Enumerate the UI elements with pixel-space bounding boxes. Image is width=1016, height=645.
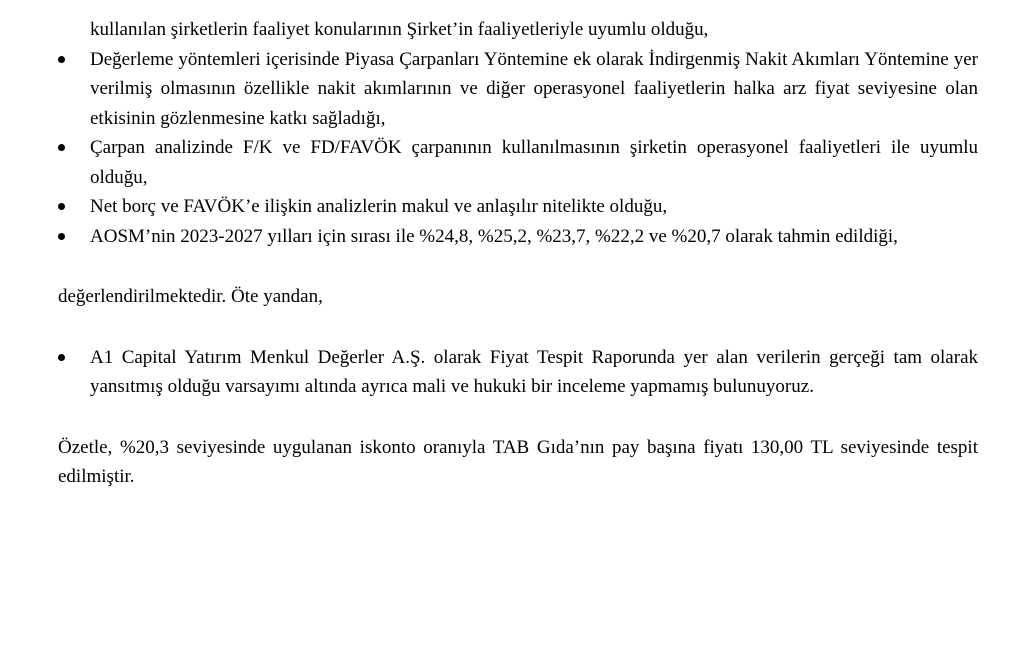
- list-item: [58, 45, 978, 134]
- summary-paragraph: Özetle, %20,3 seviyesinde uygulanan iskonto oranıyla TAB Gıda’nın pay başına fiyatı 130,00 TL seviyesinde tespit edilmiştir.: [58, 436, 978, 487]
- bullet-icon: [58, 144, 65, 151]
- list-item-text: Değerleme yöntemleri içerisinde Piyasa Çarpanları Yöntemine ek olarak İndirgenmiş Nakit Akımları Yöntemine yer verilmiş olmasının özellikle nakit akımlarının ve diğer operasyonel faaliyetlerin halka arz fiyat seviyesine olan etkisinin gözlenmesine katkı sağladığı,: [90, 48, 978, 129]
- list-item-text: Net borç ve FAVÖK’e ilişkin analizlerin makul ve anlaşılır nitelikte olduğu,: [90, 196, 668, 217]
- list-item: [58, 343, 978, 402]
- mid-paragraph: değerlendirilmektedir. Öte yandan,: [58, 286, 323, 307]
- bullet-icon: [58, 233, 65, 240]
- list-item: [58, 192, 978, 222]
- document-body: [58, 15, 978, 492]
- list-item: [58, 133, 978, 192]
- bullet-icon: [58, 203, 65, 210]
- bullet-icon: [58, 56, 65, 63]
- bullet-icon: [58, 354, 65, 361]
- list-item-text: A1 Capital Yatırım Menkul Değerler A.Ş. olarak Fiyat Tespit Raporunda yer alan verilerin gerçeği tam olarak yansıtmış olduğu varsayımı altında ayrıca mali ve hukuki bir inceleme yapmamış bulunuyoruz.: [90, 346, 978, 397]
- continuation-line: kullanılan şirketlerin faaliyet konularının Şirket’in faaliyetleriyle uyumlu olduğu,: [90, 19, 709, 40]
- list-item-text: AOSM’nin 2023-2027 yılları için sırası ile %24,8, %25,2, %23,7, %22,2 ve %20,7 olarak tahmin edildiği,: [90, 225, 898, 247]
- bullet-list-1: [58, 45, 978, 252]
- list-item-text: Çarpan analizinde F/K ve FD/FAVÖK çarpanının kullanılmasının şirketin operasyonel faaliyetleri ile uyumlu olduğu,: [90, 137, 978, 188]
- bullet-list-2: [58, 343, 978, 402]
- list-item: [58, 222, 978, 252]
